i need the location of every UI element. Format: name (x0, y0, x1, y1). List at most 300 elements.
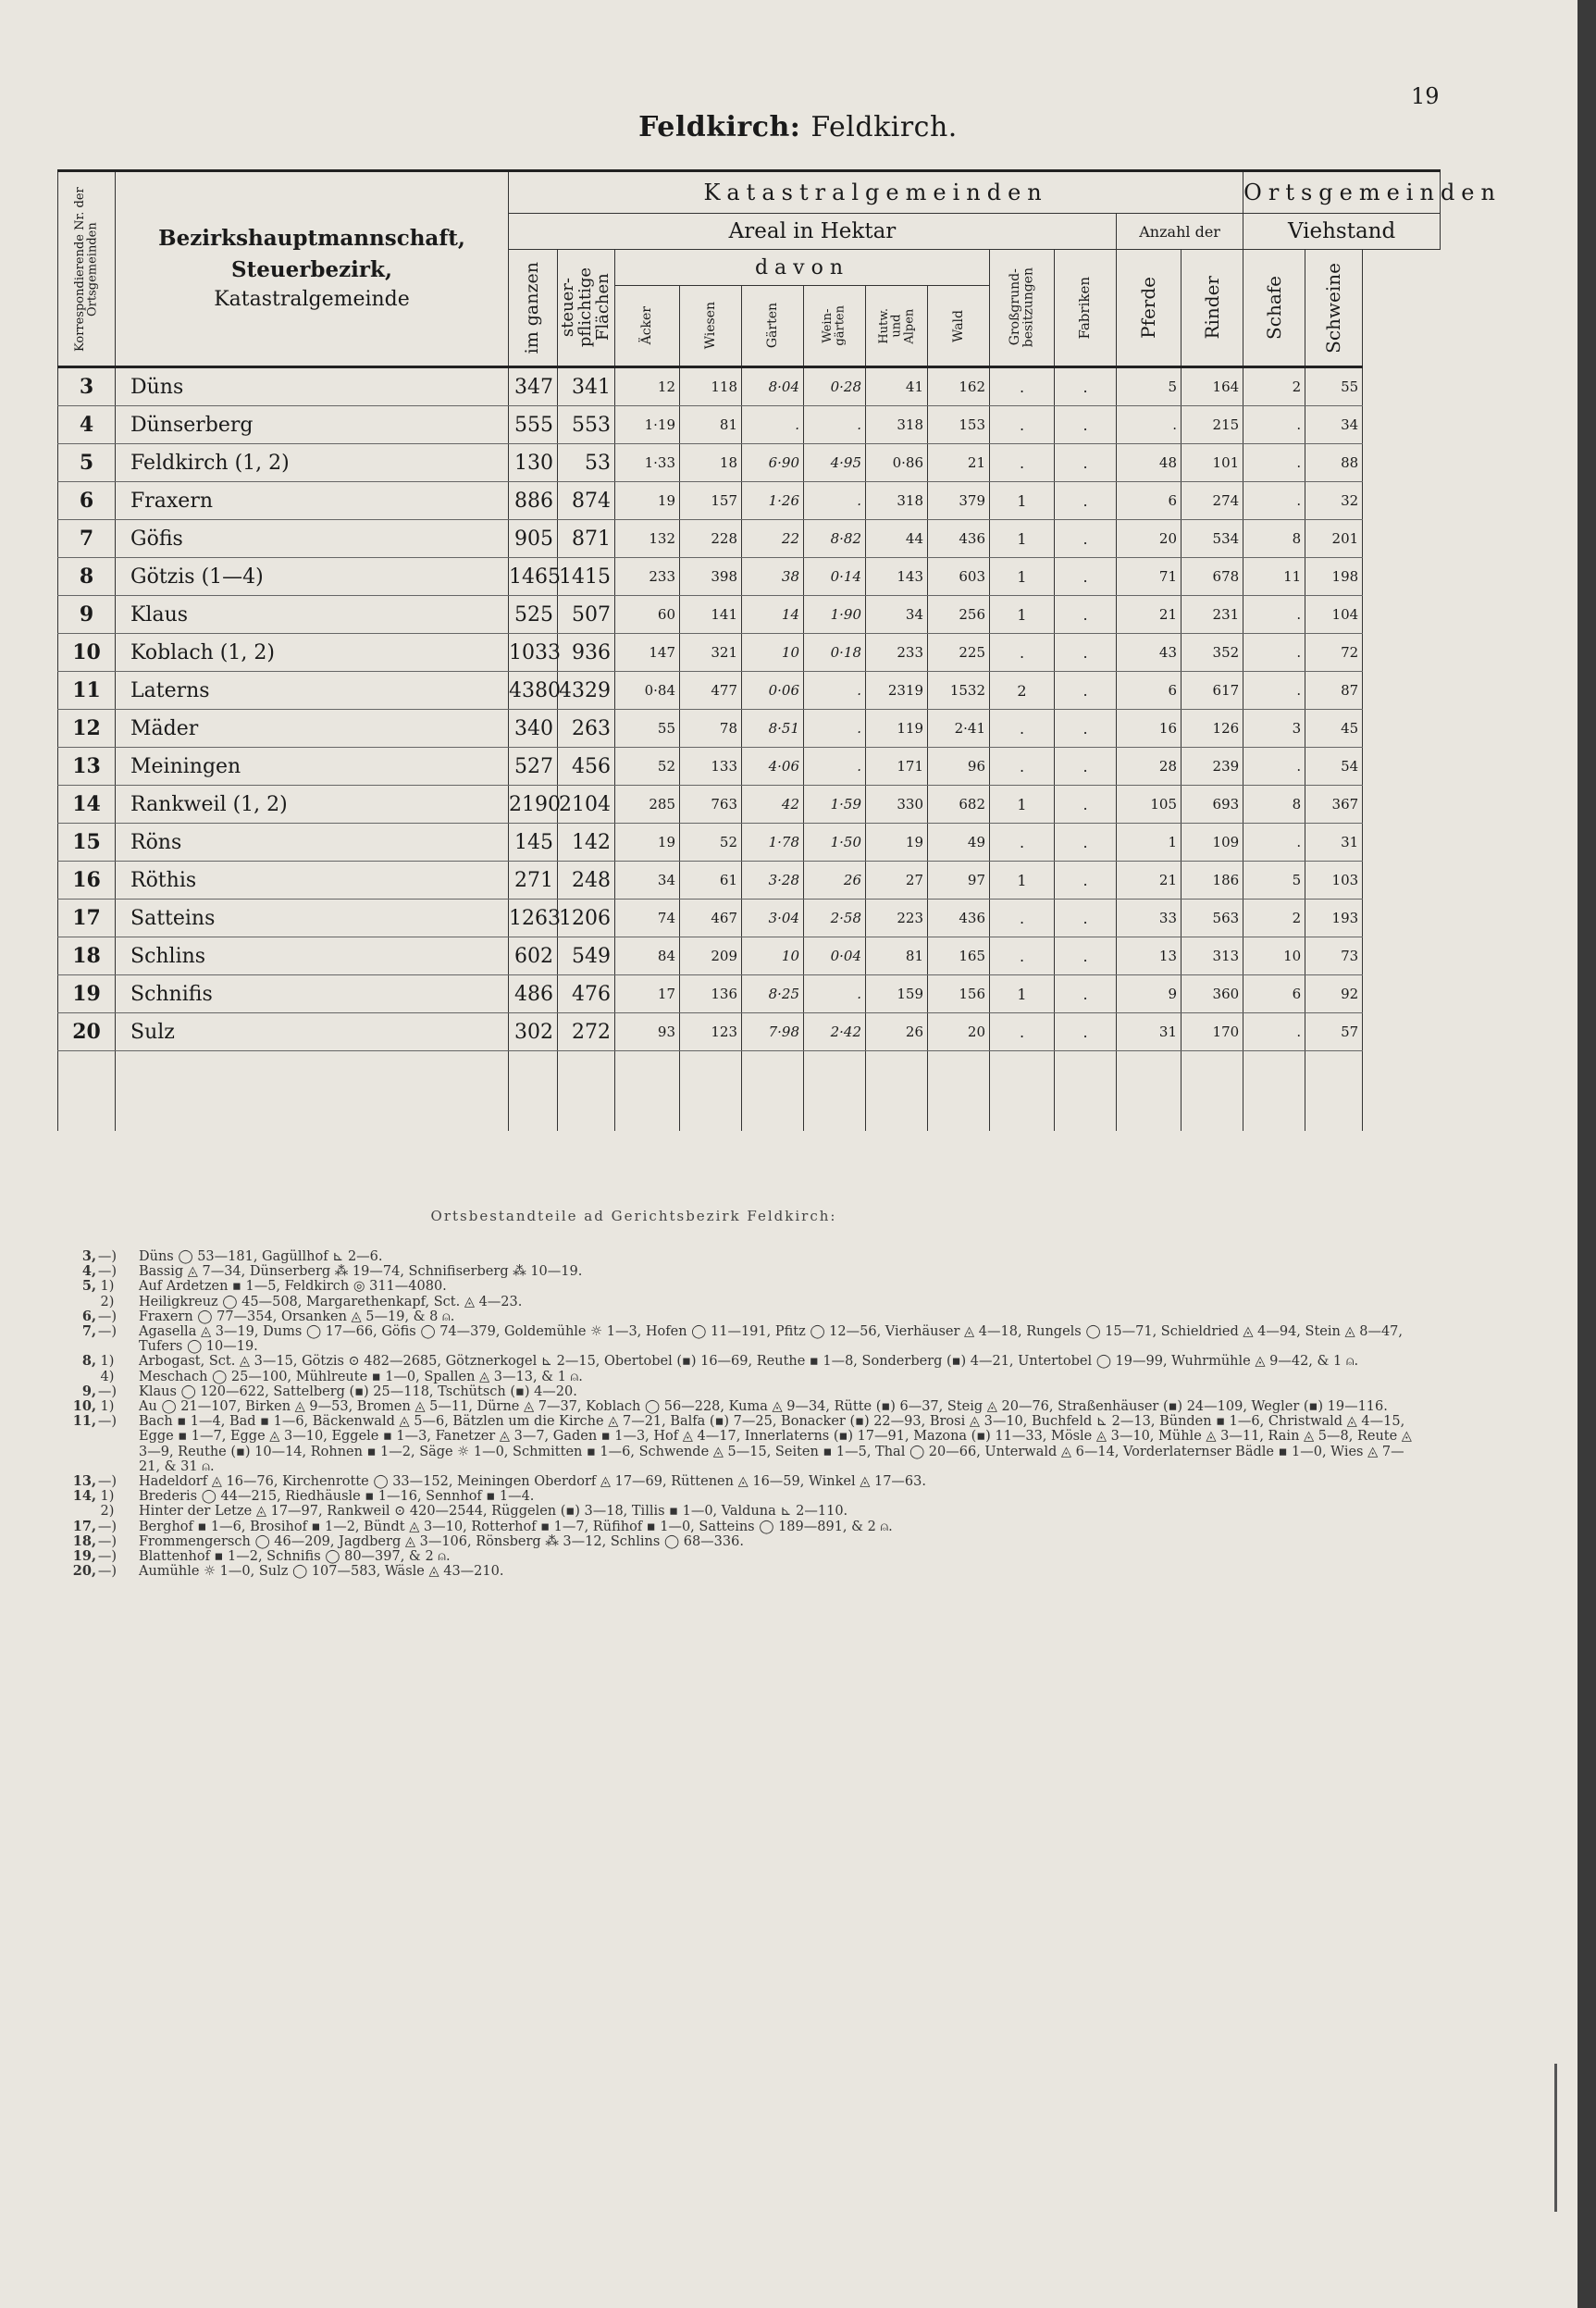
cell-wein: 1·59 (804, 786, 866, 824)
note-line (57, 1564, 1417, 1579)
note-s (118, 1474, 139, 1489)
cell-gross: 1 (990, 975, 1055, 1013)
cell-gaerten: 38 (742, 558, 804, 596)
cell-name: Sulz (116, 1013, 509, 1051)
cell-hutw: 318 (866, 482, 928, 520)
note-t: Bassig ◬ 7—34, Dünserberg ⁂ 19—74, Schnifiserberg ⁂ 10—19. (139, 1264, 583, 1280)
note-t: Aumühle ☼ 1—0, Sulz ◯ 107—583, Wäsle ◬ 43—210. (139, 1564, 504, 1580)
cell-pferde: 28 (1117, 748, 1182, 786)
cell-aecker: 132 (615, 520, 680, 558)
note-d: 2) (100, 1504, 115, 1520)
header-wiesen: Wiesen (680, 286, 742, 367)
cell-rinder: 186 (1182, 862, 1243, 900)
cell-pferde: 16 (1117, 710, 1182, 748)
page-edge (1577, 0, 1596, 2308)
cell-wein: 0·28 (804, 367, 866, 406)
cell-gaerten: 6·90 (742, 444, 804, 482)
cell-pferde: 33 (1117, 900, 1182, 937)
cell-aecker: 1·33 (615, 444, 680, 482)
cell-wald: 20 (928, 1013, 990, 1051)
cell-hutw: 81 (866, 937, 928, 975)
note-line (57, 1324, 1417, 1354)
cell-schafe: 8 (1243, 520, 1305, 558)
header-pferde: Pferde (1117, 250, 1182, 367)
table-row (58, 710, 1441, 748)
cell-name: Rankweil (1, 2) (116, 786, 509, 824)
cell-schafe: 5 (1243, 862, 1305, 900)
table-row (58, 937, 1441, 975)
page-title (0, 111, 1596, 143)
cell-wein: 26 (804, 862, 866, 900)
header-wald: Wald (928, 286, 990, 367)
cell-rinder: 678 (1182, 558, 1243, 596)
cell-schweine: 103 (1305, 862, 1363, 900)
cell-gross: 1 (990, 520, 1055, 558)
cell-rinder: 352 (1182, 634, 1243, 672)
cell-no: 18 (58, 937, 116, 975)
note-s (118, 1534, 139, 1549)
note-t: Fraxern ◯ 77—354, Orsanken ◬ 5—19, & 8 ⍝. (139, 1309, 455, 1324)
cell-schafe: 10 (1243, 937, 1305, 975)
cell-taxable: 272 (558, 1013, 615, 1051)
note-t: Arbogast, Sct. ◬ 3—15, Götzis ⊙ 482—2685, Götznerkogel ⊾ 2—15, Obertobel (▪) 16—69, Reuthe ▪ 1—8, Sonderberg (▪) 4—21, Untertobel ◯ 19—99, Wuhrmühle ◬ 9—42, & 1 ⍝. (139, 1354, 1359, 1370)
cell-gaerten: 0·06 (742, 672, 804, 710)
cell-hutw: 34 (866, 596, 928, 634)
note-s (118, 1504, 139, 1519)
note-n: 10, (72, 1398, 96, 1415)
header-fabriken: Fabriken (1055, 250, 1117, 367)
cell-no: 8 (58, 558, 116, 596)
note-d: —) (97, 1264, 118, 1280)
cell-hutw: 233 (866, 634, 928, 672)
cell-no: 19 (58, 975, 116, 1013)
cell-gross: . (990, 937, 1055, 975)
cell-hutw: 0·86 (866, 444, 928, 482)
cell-gross: . (990, 406, 1055, 444)
cell-total: 2190 (509, 786, 558, 824)
cell-aecker: 233 (615, 558, 680, 596)
cell-gross: . (990, 824, 1055, 862)
cell-gaerten: 1·26 (742, 482, 804, 520)
cell-no: 7 (58, 520, 116, 558)
cell-aecker: 1·19 (615, 406, 680, 444)
cell-gross: 1 (990, 862, 1055, 900)
note-t: Hadeldorf ◬ 16—76, Kirchenrotte ◯ 33—152, Meiningen Oberdorf ◬ 17—69, Rüttenen ◬ 16—59, Winkel ◬ 17—63. (139, 1474, 926, 1490)
cell-rinder: 231 (1182, 596, 1243, 634)
cell-rinder: 693 (1182, 786, 1243, 824)
cell-name: Mäder (116, 710, 509, 748)
note-n: 17, (72, 1518, 96, 1534)
page-title-subdistrict: Feldkirch. (810, 111, 958, 143)
note-line (57, 1309, 1417, 1324)
cell-fabr: . (1055, 367, 1117, 406)
statistics-table (57, 169, 1502, 1131)
note-s (118, 1309, 139, 1324)
cell-wald: 682 (928, 786, 990, 824)
header-main-1: Bezirkshauptmannschaft, (158, 225, 465, 251)
cell-fabr: . (1055, 975, 1117, 1013)
cell-taxable: 341 (558, 367, 615, 406)
cell-wein: 4·95 (804, 444, 866, 482)
cell-wiesen: 61 (680, 862, 742, 900)
cell-total: 527 (509, 748, 558, 786)
cell-name: Meiningen (116, 748, 509, 786)
note-s (118, 1384, 139, 1399)
note-n: 3, (81, 1248, 96, 1264)
cell-gaerten: 22 (742, 520, 804, 558)
cell-fabr: . (1055, 786, 1117, 824)
note-s (118, 1370, 139, 1384)
cell-schweine: 367 (1305, 786, 1363, 824)
cell-schafe: 8 (1243, 786, 1305, 824)
note-s (118, 1279, 139, 1294)
note-t: Hinter der Letze ◬ 17—97, Rankweil ⊙ 420—2544, Rüggelen (▪) 3—18, Tillis ▪ 1—0, Valduna ⊾ 2—110. (139, 1504, 848, 1520)
note-n: 5, (81, 1278, 96, 1295)
cell-wiesen: 209 (680, 937, 742, 975)
note-d: —) (97, 1384, 118, 1399)
cell-wald: 162 (928, 367, 990, 406)
cell-wiesen: 133 (680, 748, 742, 786)
cell-fabr: . (1055, 444, 1117, 482)
cell-rinder: 164 (1182, 367, 1243, 406)
cell-wiesen: 81 (680, 406, 742, 444)
note-line (57, 1520, 1417, 1534)
note-line (57, 1295, 1417, 1309)
header-schafe: Schafe (1243, 250, 1305, 367)
cell-schweine: 34 (1305, 406, 1363, 444)
cell-taxable: 507 (558, 596, 615, 634)
cell-wein: 1·50 (804, 824, 866, 862)
header-rinder: Rinder (1182, 250, 1243, 367)
cell-schweine: 72 (1305, 634, 1363, 672)
cell-taxable: 4329 (558, 672, 615, 710)
cell-hutw: 27 (866, 862, 928, 900)
cell-name: Klaus (116, 596, 509, 634)
cell-wald: 603 (928, 558, 990, 596)
note-t: Brederis ◯ 44—215, Riedhäusle ▪ 1—16, Sennhof ▪ 1—4. (139, 1489, 535, 1505)
note-line (57, 1354, 1417, 1369)
header-index-column: Korrespondierende Nr. der Ortsgemeinden (58, 171, 116, 367)
cell-name: Schnifis (116, 975, 509, 1013)
note-s (118, 1354, 139, 1369)
cell-schweine: 32 (1305, 482, 1363, 520)
cell-no: 13 (58, 748, 116, 786)
cell-gaerten: 7·98 (742, 1013, 804, 1051)
cell-schweine: 92 (1305, 975, 1363, 1013)
cell-wein: . (804, 975, 866, 1013)
cell-wald: 436 (928, 900, 990, 937)
cell-name: Koblach (1, 2) (116, 634, 509, 672)
cell-total: 4380 (509, 672, 558, 710)
header-anzahl: Anzahl der (1117, 214, 1243, 250)
note-t: Auf Ardetzen ▪ 1—5, Feldkirch ◎ 311—4080. (139, 1279, 447, 1295)
table-row (58, 1013, 1441, 1051)
note-line (57, 1504, 1417, 1519)
cell-gross: 1 (990, 558, 1055, 596)
cell-gross: . (990, 367, 1055, 406)
cell-aecker: 12 (615, 367, 680, 406)
table-row (58, 862, 1441, 900)
cell-gross: 1 (990, 786, 1055, 824)
page-title-district: Feldkirch: (638, 111, 801, 143)
header-territory-column (116, 171, 509, 367)
table-row (58, 786, 1441, 824)
note-d: —) (97, 1533, 118, 1549)
note-s (118, 1399, 139, 1414)
cell-no: 9 (58, 596, 116, 634)
note-d: —) (97, 1414, 118, 1430)
header-im-ganzen: im ganzen (509, 250, 558, 367)
cell-taxable: 263 (558, 710, 615, 748)
cell-schweine: 31 (1305, 824, 1363, 862)
cell-name: Dünserberg (116, 406, 509, 444)
cell-schweine: 198 (1305, 558, 1363, 596)
cell-wiesen: 321 (680, 634, 742, 672)
cell-rinder: 313 (1182, 937, 1243, 975)
note-s (118, 1264, 139, 1279)
cell-pferde: . (1117, 406, 1182, 444)
cell-wiesen: 763 (680, 786, 742, 824)
cell-no: 15 (58, 824, 116, 862)
cell-total: 486 (509, 975, 558, 1013)
cell-hutw: 223 (866, 900, 928, 937)
cell-wald: 256 (928, 596, 990, 634)
cell-name: Göfis (116, 520, 509, 558)
note-line (57, 1279, 1417, 1294)
cell-gross: 1 (990, 596, 1055, 634)
cell-taxable: 871 (558, 520, 615, 558)
cell-pferde: 21 (1117, 596, 1182, 634)
cell-gaerten: 10 (742, 634, 804, 672)
cell-schweine: 54 (1305, 748, 1363, 786)
note-t: Klaus ◯ 120—622, Sattelberg (▪) 25—118, Tschütsch (▪) 4—20. (139, 1384, 577, 1399)
cell-gross: 2 (990, 672, 1055, 710)
cell-aecker: 147 (615, 634, 680, 672)
note-t: Berghof ▪ 1—6, Brosihof ▪ 1—2, Bündt ◬ 3—10, Rotterhof ▪ 1—7, Rüfihof ▪ 1—0, Satteins ◯ 189—891, & 2 ⍝. (139, 1519, 893, 1534)
cell-gross: . (990, 1013, 1055, 1051)
cell-gross: . (990, 710, 1055, 748)
cell-pferde: 21 (1117, 862, 1182, 900)
cell-aecker: 84 (615, 937, 680, 975)
cell-total: 886 (509, 482, 558, 520)
cell-schweine: 55 (1305, 367, 1363, 406)
cell-pferde: 20 (1117, 520, 1182, 558)
note-line (57, 1489, 1417, 1504)
header-ortsgemeinden: Ortsgemeinden (1243, 171, 1441, 214)
cell-no: 14 (58, 786, 116, 824)
cell-wein: . (804, 748, 866, 786)
cell-wald: 156 (928, 975, 990, 1013)
cell-no: 5 (58, 444, 116, 482)
cell-fabr: . (1055, 862, 1117, 900)
cell-aecker: 34 (615, 862, 680, 900)
note-d: —) (97, 1549, 118, 1565)
note-s (118, 1549, 139, 1564)
cell-hutw: 44 (866, 520, 928, 558)
cell-taxable: 248 (558, 862, 615, 900)
cell-wald: 49 (928, 824, 990, 862)
cell-fabr: . (1055, 558, 1117, 596)
cell-no: 4 (58, 406, 116, 444)
cell-fabr: . (1055, 482, 1117, 520)
cell-wein: 1·90 (804, 596, 866, 634)
cell-schweine: 45 (1305, 710, 1363, 748)
cell-schafe: 11 (1243, 558, 1305, 596)
cell-fabr: . (1055, 710, 1117, 748)
cell-wiesen: 123 (680, 1013, 742, 1051)
cell-schafe: . (1243, 634, 1305, 672)
header-viehstand: Viehstand (1243, 214, 1441, 250)
cell-aecker: 93 (615, 1013, 680, 1051)
cell-name: Götzis (1—4) (116, 558, 509, 596)
note-t: Düns ◯ 53—181, Gagüllhof ⊾ 2—6. (139, 1249, 383, 1264)
cell-wiesen: 18 (680, 444, 742, 482)
note-d: —) (97, 1564, 118, 1580)
cell-hutw: 330 (866, 786, 928, 824)
note-t: Bach ▪ 1—4, Bad ▪ 1—6, Bäckenwald ◬ 5—6, Bätzlen um die Kirche ◬ 7—21, Balfa (▪) 7—25, Bonacker (▪) 22—93, Brosi ◬ 3—10, Buchfeld ⊾ 2—13, Bünden ▪ 1—6, Christwald ◬ 4—15, Egge ▪ 1—7, Egge ◬ 3—10, Eggele ▪ 1—3, Fanetzer ◬ 3—7, Gaden ▪ 1—3, Hof ◬ 4—17, Innerlaterns (▪) 17—91, Mazona (▪) 11—33, Mösle ◬ 3—10, Mühle ◬ 3—11, Rain ◬ 5—8, Reute ◬ 3—9, Reuthe (▪) 10—14, Rohnen ▪ 1—2, Säge ☼ 1—0, Schmitten ▪ 1—6, Schwende ◬ 5—15, Seiten ▪ 1—5, Thal ◯ 20—66, Unterwald ◬ 6—14, Vorderlaternser Bädle ▪ 1—0, Wies ◬ 7—21, & 31 ⍝. (139, 1414, 1412, 1474)
cell-wiesen: 467 (680, 900, 742, 937)
cell-schweine: 201 (1305, 520, 1363, 558)
cell-wein: 2·42 (804, 1013, 866, 1051)
header-hutweiden: Hutw. und Alpen (866, 286, 928, 367)
cell-schafe: . (1243, 482, 1305, 520)
note-n: 19, (72, 1548, 96, 1565)
table-body (58, 367, 1441, 1132)
cell-pferde: 43 (1117, 634, 1182, 672)
table-row (58, 406, 1441, 444)
note-n: 20, (72, 1563, 96, 1580)
cell-wiesen: 136 (680, 975, 742, 1013)
cell-aecker: 60 (615, 596, 680, 634)
cell-schafe: . (1243, 672, 1305, 710)
page-number: 19 (1411, 83, 1440, 109)
cell-total: 1263 (509, 900, 558, 937)
cell-gaerten: 42 (742, 786, 804, 824)
note-n: 7, (81, 1323, 96, 1340)
note-n: 13, (72, 1473, 96, 1490)
cell-wein: 0·04 (804, 937, 866, 975)
scan-mark (1554, 2064, 1557, 2212)
note-d: —) (97, 1474, 118, 1490)
cell-total: 1033 (509, 634, 558, 672)
cell-rinder: 109 (1182, 824, 1243, 862)
note-d: —) (97, 1249, 118, 1264)
cell-rinder: 170 (1182, 1013, 1243, 1051)
cell-fabr: . (1055, 1013, 1117, 1051)
note-n: 8, (81, 1353, 96, 1370)
header-aecker: Äcker (615, 286, 680, 367)
cell-aecker: 285 (615, 786, 680, 824)
cell-wald: 97 (928, 862, 990, 900)
cell-name: Röns (116, 824, 509, 862)
cell-rinder: 126 (1182, 710, 1243, 748)
table-row (58, 748, 1441, 786)
cell-hutw: 2319 (866, 672, 928, 710)
cell-no: 3 (58, 367, 116, 406)
cell-taxable: 549 (558, 937, 615, 975)
note-s (118, 1489, 139, 1504)
cell-no: 11 (58, 672, 116, 710)
cell-name: Laterns (116, 672, 509, 710)
cell-wein: . (804, 482, 866, 520)
cell-gaerten: 3·28 (742, 862, 804, 900)
cell-wein: . (804, 406, 866, 444)
cell-gross: . (990, 900, 1055, 937)
note-s (118, 1564, 139, 1579)
cell-fabr: . (1055, 900, 1117, 937)
cell-gross: . (990, 634, 1055, 672)
note-line (57, 1264, 1417, 1279)
cell-hutw: 143 (866, 558, 928, 596)
cell-wald: 165 (928, 937, 990, 975)
cell-fabr: . (1055, 596, 1117, 634)
cell-hutw: 159 (866, 975, 928, 1013)
cell-rinder: 617 (1182, 672, 1243, 710)
cell-wald: 96 (928, 748, 990, 786)
cell-taxable: 553 (558, 406, 615, 444)
cell-pferde: 6 (1117, 482, 1182, 520)
cell-no: 20 (58, 1013, 116, 1051)
cell-schweine: 88 (1305, 444, 1363, 482)
place-notes (57, 1249, 1417, 1579)
note-n: 11, (72, 1413, 96, 1430)
cell-pferde: 13 (1117, 937, 1182, 975)
cell-fabr: . (1055, 406, 1117, 444)
note-n (57, 1504, 96, 1519)
cell-wiesen: 398 (680, 558, 742, 596)
cell-aecker: 19 (615, 482, 680, 520)
note-t: Au ◯ 21—107, Birken ◬ 9—53, Bromen ◬ 5—11, Dürne ◬ 7—37, Koblach ◯ 56—228, Kuma ◬ 9—34, Rütte (▪) 6—37, Steig ◬ 20—76, Straßenhäuser (▪) 24—109, Wegler (▪) 19—116. (139, 1399, 1388, 1415)
cell-no: 12 (58, 710, 116, 748)
cell-total: 130 (509, 444, 558, 482)
cell-taxable: 1206 (558, 900, 615, 937)
header-davon: davon (615, 250, 990, 286)
cell-wiesen: 78 (680, 710, 742, 748)
cell-hutw: 19 (866, 824, 928, 862)
cell-rinder: 563 (1182, 900, 1243, 937)
cell-rinder: 534 (1182, 520, 1243, 558)
header-main-3: Katastralgemeinde (214, 288, 410, 312)
cell-schafe: 3 (1243, 710, 1305, 748)
cell-wein: . (804, 710, 866, 748)
cell-gross: . (990, 748, 1055, 786)
cell-schafe: 2 (1243, 900, 1305, 937)
cell-total: 1465 (509, 558, 558, 596)
table-row (58, 634, 1441, 672)
cell-fabr: . (1055, 634, 1117, 672)
note-d: 1) (100, 1489, 115, 1505)
note-t: Frommengersch ◯ 46—209, Jagdberg ◬ 3—106, Rönsberg ⁂ 3—12, Schlins ◯ 68—336. (139, 1533, 744, 1549)
note-d: 2) (100, 1294, 115, 1309)
cell-gaerten: 1·78 (742, 824, 804, 862)
table-row (58, 482, 1441, 520)
cell-schafe: . (1243, 748, 1305, 786)
header-weingaerten: Wein- gärten (804, 286, 866, 367)
cell-wald: 21 (928, 444, 990, 482)
cell-schafe: 2 (1243, 367, 1305, 406)
note-line (57, 1399, 1417, 1414)
table-row (58, 596, 1441, 634)
cell-taxable: 142 (558, 824, 615, 862)
note-d: —) (97, 1324, 118, 1340)
note-n: 9, (81, 1383, 96, 1399)
table-row (58, 672, 1441, 710)
cell-hutw: 119 (866, 710, 928, 748)
note-s (118, 1324, 139, 1354)
cell-gaerten: 8·25 (742, 975, 804, 1013)
note-n: 18, (72, 1532, 96, 1549)
table-row (58, 520, 1441, 558)
